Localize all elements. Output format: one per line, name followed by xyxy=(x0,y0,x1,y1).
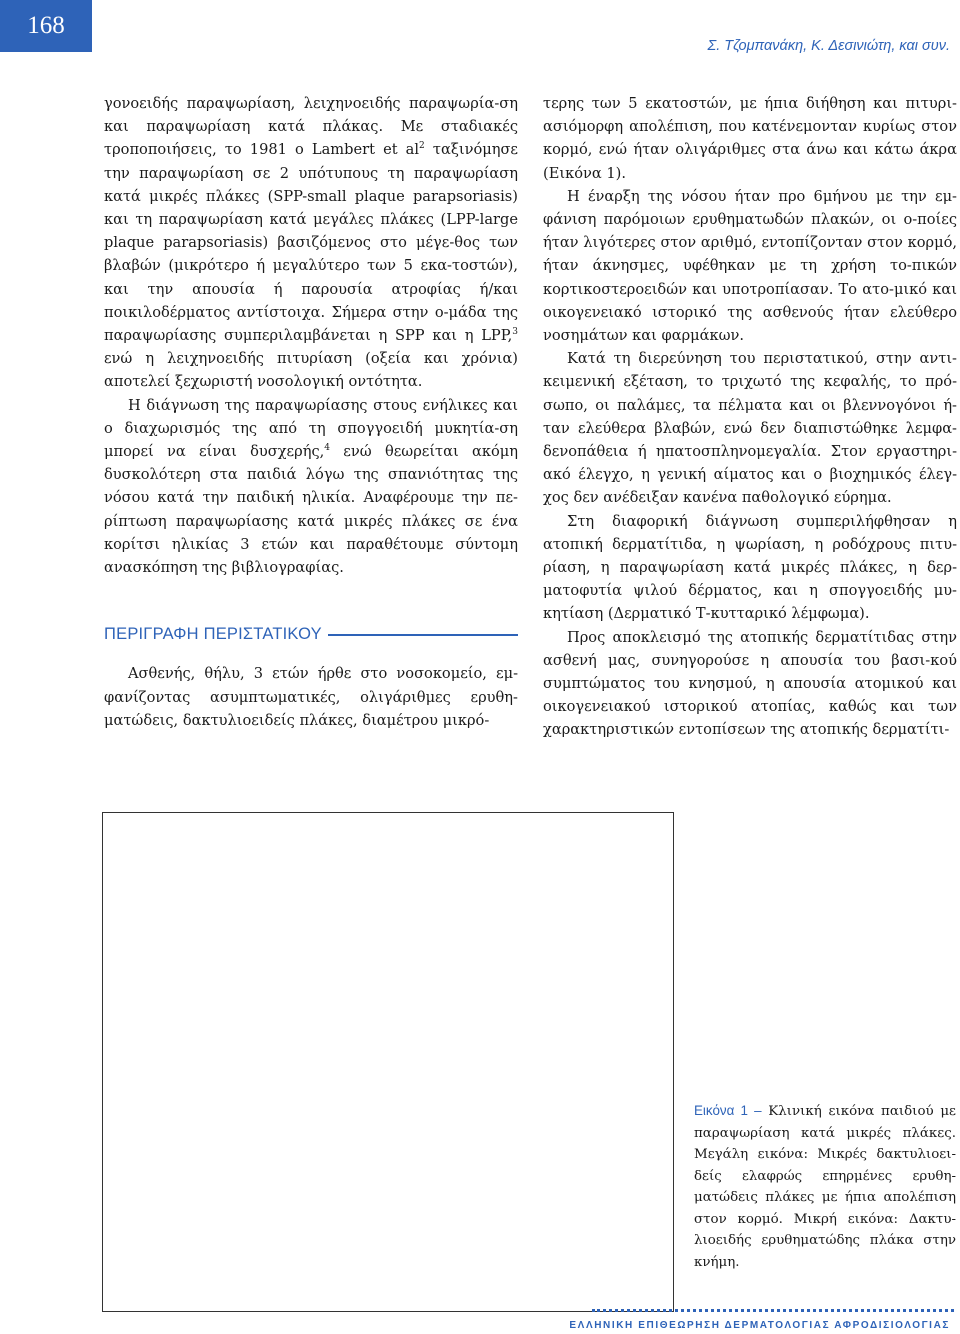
citation: 4 xyxy=(324,443,330,454)
page-number-box xyxy=(0,0,92,52)
figure-label: Εικόνα 1 – xyxy=(694,1103,762,1118)
citation: 2 xyxy=(419,141,425,152)
running-head-authors: Σ. Τζομπανάκη, Κ. Δεσινιώτη, και συν. xyxy=(707,38,950,54)
paragraph: Ασθενής, θήλυ, 3 ετών ήρθε στο νοσοκομείο, εμ-φανίζοντας ασυμπτωματικές, ολιγάριθμες ερυθη-ματώδεις, δακτυλιοειδείς πλάκες, διαμέτρου μικρό- xyxy=(104,665,518,729)
page-number: 168 xyxy=(27,12,65,39)
paragraph: Η διάγνωση της παραψωρίασης στους ενήλικες και ο διαχωρισμός της από τη σπογγοειδή μυκητία-ση μπορεί να είναι δυσχερής,$^4$ ενώ θεωρείται ακόμη δυσκολότερη στα παιδιά λόγω της σπανιότητας της νόσου κατά την παιδική ηλικία. Αναφέρουμε την πε-ρίπτωση παραψωρίασης κατά μικρές πλάκες σε ένα κορίτσι ηλικίας 3 ετών και παραθέτουμε σύντομη ανασκόπηση της βιβλιογραφίας. xyxy=(104,396,518,577)
paragraph: Στη διαφορική διάγνωση συμπεριλήφθησαν η ατοπική δερματίτιδα, η ψωρίαση, η ροδόχρους πιτυ-ρίαση, η παραψωρίαση κατά μικρές πλάκες, η δερ-ματοφυτία ψιλού δέρματος, και η σπογγοειδής μυ-κητίαση (Δερματικό Τ-κυτταρικό λέμφωμα). xyxy=(543,512,957,623)
paragraph: Προς αποκλεισμό της ατοπικής δερματίτιδας στην ασθενή μας, συνηγορούσε η απουσία του βασι-κού συμπτώματος του κνησμού, η απουσία ατομικού και οικογενειακού ιστορικού ατοπίας, καθώς και των χαρακτηριστικών εντοπίσεων της ατοπικής δερματίτι- xyxy=(543,628,957,739)
paragraph: τερης των 5 εκατοστών, με ήπια διήθηση και πιτυρι-ασιόμορφη απολέπιση, που κατένεμονταν κυρίως στον κορμό, ενώ ήταν ολιγάριθμες στα άνω και κάτω άκρα (Εικόνα 1). xyxy=(543,95,957,182)
paragraph: Κατά τη διερεύνηση του περιστατικού, στην αντι-κειμενική εξέταση, το τριχωτό της κεφαλής, το πρό-σωπο, οι παλάμες, τα πέλματα και οι βλεννογόνοι ή-ταν ελεύθερα βλαβών, ενώ δεν διαπιστώθηκε λεμφα-δενοπάθεια ή ηπατοσπληνομεγαλία. Στον εργαστηρι-ακό έλεγχο, η γενική αίματος και ο βιοχημικός έλεγ-χος δεν ανέδειξαν κανένα παθολογικό εύρημα. xyxy=(543,350,957,507)
paragraph: Η έναρξη της νόσου ήταν προ 6μήνου με την εμ-φάνιση παρόμοιων ερυθηματωδών πλακών, οι ο-ποίες ήταν λιγότερες στον αριθμό, εντοπίζονταν στον κορμό, ήταν άκνησμες, υφέθηκαν με τη χρήση το-πικών κορτικοστεροειδών και υποτροπίασαν. Το ατο-μικό και οικογενειακό ιστορικό της ασθενούς ήταν ελεύθερο νοσημάτων και φαρμάκων. xyxy=(543,187,957,345)
right-column xyxy=(543,92,957,742)
heading-rule xyxy=(328,634,518,636)
section-heading xyxy=(104,623,518,646)
figure-image-frame xyxy=(102,812,674,1312)
section-title: ΠΕΡΙΓΡΑΦΗ ΠΕΡΙΣΤΑΤΙΚΟΥ xyxy=(104,625,322,644)
figure-caption: Εικόνα 1 – Κλινική εικόνα παιδιού με παραψωρίαση κατά μικρές πλάκες. Μεγάλη εικόνα: Μικρές δακτυλιοει-δείς ελαφρώς επηρμένες ερυθη-ματώδεις πλάκες με ήπια απολέπιση στον κορμό. Μικρή εικόνα: Δακτυ-λιοειδής ερυθηματώδης πλάκα στην κνήμη. xyxy=(694,1103,956,1270)
journal-name: ΕΛΛΗΝΙΚΗ ΕΠΙΘΕΩΡΗΣΗ ΔΕΡΜΑΤΟΛΟΓΙΑΣ ΑΦΡΟΔΙΣΙΟΛΟΓΙΑΣ xyxy=(569,1320,950,1331)
left-column xyxy=(104,92,518,732)
footer-dotted-rule xyxy=(592,1309,954,1312)
citation: 3 xyxy=(512,327,518,338)
paragraph: γονοειδής παραψωρίαση, λειχηνοειδής παραψωρία-ση και παραψωρίαση κατά πλάκας. Με σταδιακές τροποποιήσεις, το 1981 ο Lambert et $al^2$ ταξινόμησε την παραψωρίαση σε 2 υπότυπους τη παραψωρίαση κατά μικρές πλάκες (SPP-small plaque parapsoriasis) και τη παραψωρίαση κατά μεγάλες πλάκες (LPP-large plaque parapsoriasis) βασιζόμενος στο μέγε-θος των βλαβών (μικρότερο ή μεγαλύτερο των 5 εκα-τοστών), και την απουσία ή παρουσία ατροφίας ή/και ποικιλοδέρματος αντίστοιχα. Σήμερα στην ο-μάδα της παραψωρίασης συμπεριλαμβάνεται η SPP και η LPP,$^3$ ενώ η λειχηνοειδής πιτυρίαση (οξεία και χρόνια) αποτελεί ξεχωριστή νοσολογική οντότητα. xyxy=(104,95,518,391)
